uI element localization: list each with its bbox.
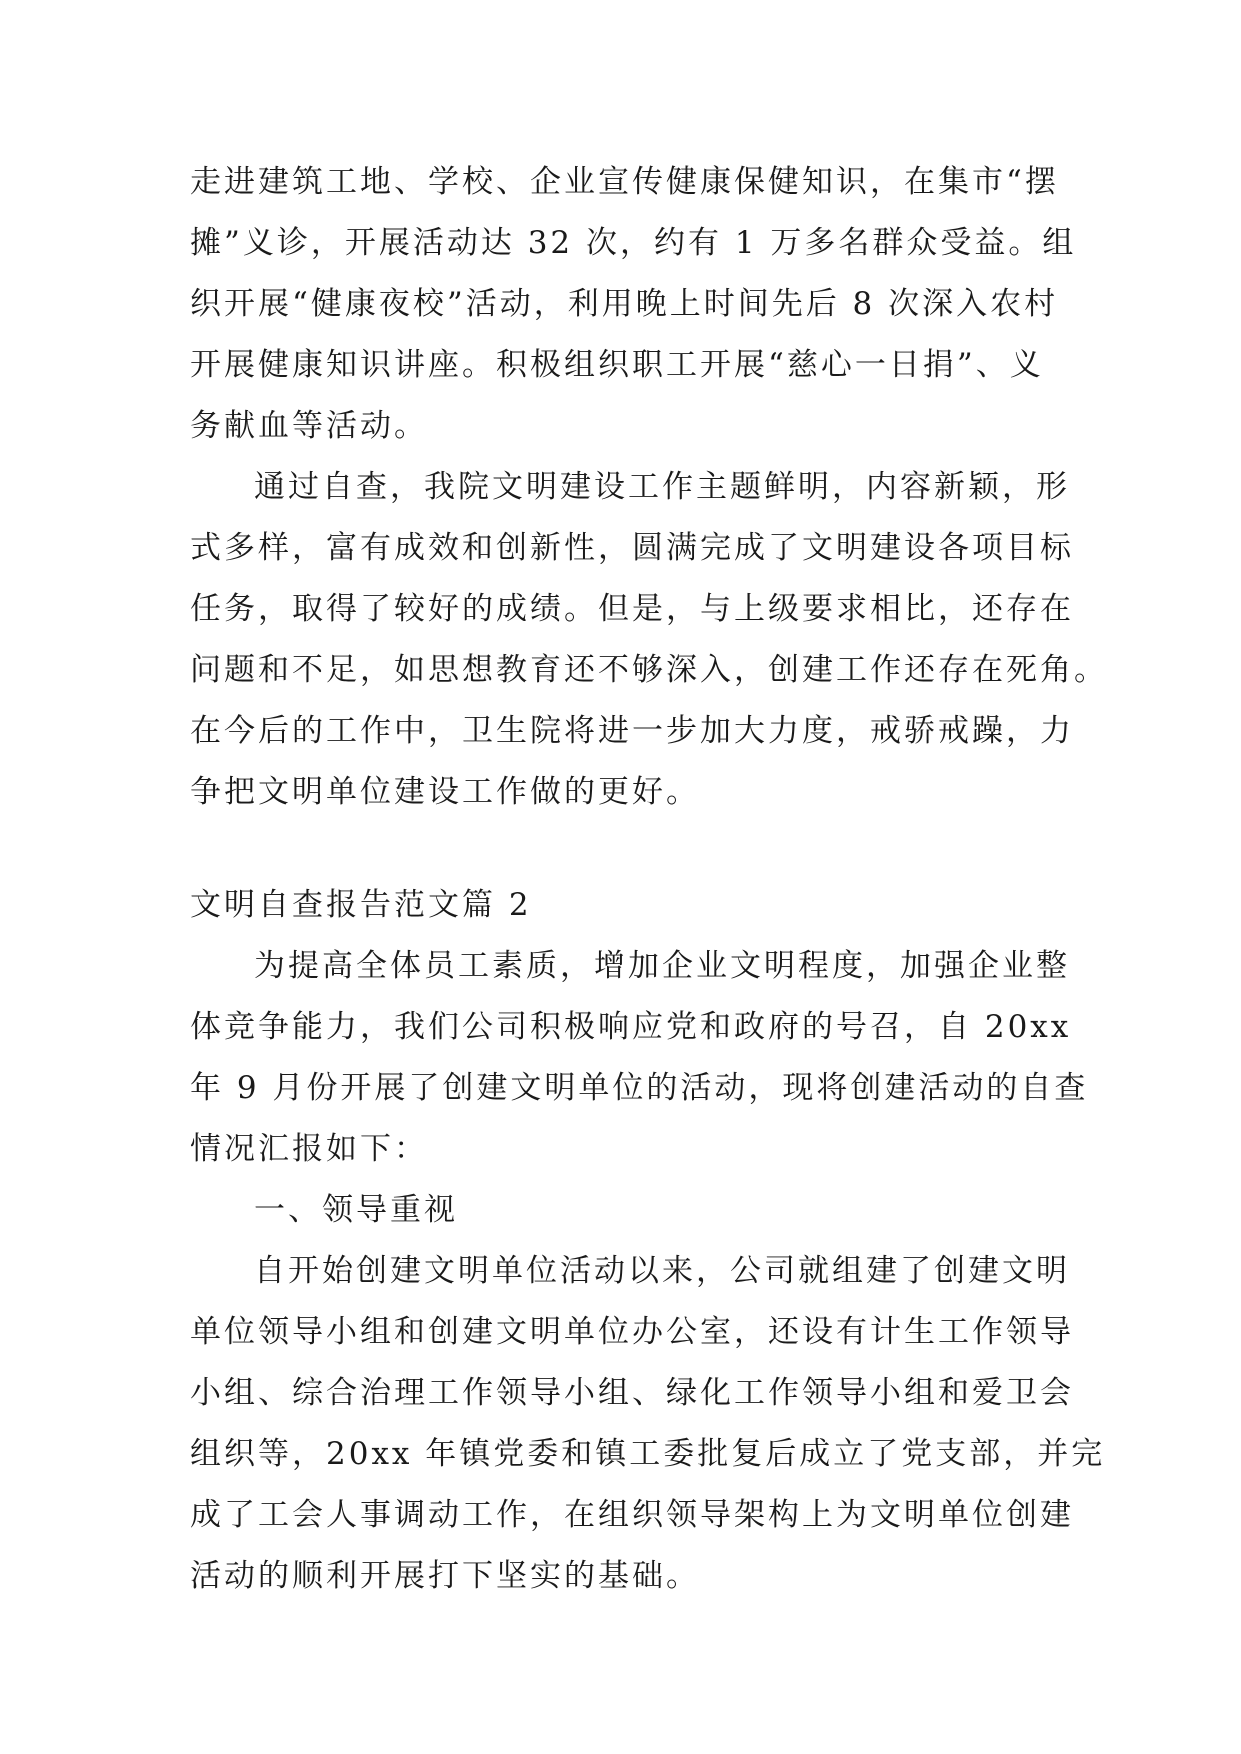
document-body xyxy=(190,152,1108,1607)
text-line: 活动的顺利开展打下坚实的基础。 xyxy=(190,1558,700,1594)
text-line: 开展健康知识讲座。积极组织职工开展“慈心一日捐”、义 xyxy=(190,347,1044,383)
section-spacer xyxy=(190,823,1050,875)
text-line: 通过自查，我院文明建设工作主题鲜明，内容新颖，形 xyxy=(254,469,1070,505)
text-line: 组织等，20xx 年镇党委和镇工委批复后成立了党支部，并完 xyxy=(190,1436,1106,1472)
text-line: 体竞争能力，我们公司积极响应党和政府的号召，自 20xx xyxy=(190,1009,1072,1045)
text-line: 摊”义诊，开展活动达 32 次，约有 1 万多名群众受益。组 xyxy=(190,225,1077,261)
text-line: 织开展“健康夜校”活动，利用晚上时间先后 8 次深入农村 xyxy=(190,286,1059,322)
text-line: 务献血等活动。 xyxy=(190,408,428,444)
text-line: 任务，取得了较好的成绩。但是，与上级要求相比，还存在 xyxy=(190,591,1074,627)
subheading: 一、领导重视 xyxy=(254,1192,458,1228)
text-line: 成了工会人事调动工作，在组织领导架构上为文明单位创建 xyxy=(190,1497,1074,1533)
text-line: 自开始创建文明单位活动以来，公司就组建了创建文明 xyxy=(254,1253,1070,1289)
text-line: 年 9 月份开展了创建文明单位的活动，现将创建活动的自查 xyxy=(190,1070,1089,1106)
paragraph xyxy=(190,1241,1106,1607)
paragraph xyxy=(190,936,1089,1180)
section-title: 文明自查报告范文篇 2 xyxy=(190,887,532,923)
text-line: 在今后的工作中，卫生院将进一步加大力度，戒骄戒躁，力 xyxy=(190,713,1074,749)
text-line: 争把文明单位建设工作做的更好。 xyxy=(190,774,700,810)
text-line: 情况汇报如下： xyxy=(190,1131,428,1167)
paragraph xyxy=(190,152,1077,457)
text-line: 走进建筑工地、学校、企业宣传健康保健知识，在集市“摆 xyxy=(190,164,1059,200)
text-line: 单位领导小组和创建文明单位办公室，还设有计生工作领导 xyxy=(190,1314,1074,1350)
text-line: 问题和不足，如思想教育还不够深入，创建工作还存在死角。 xyxy=(190,652,1108,688)
text-line: 为提高全体员工素质，增加企业文明程度，加强企业整 xyxy=(254,948,1070,984)
paragraph xyxy=(190,457,1108,823)
text-line: 式多样，富有成效和创新性，圆满完成了文明建设各项目标 xyxy=(190,530,1074,566)
text-line: 小组、综合治理工作领导小组、绿化工作领导小组和爱卫会 xyxy=(190,1375,1074,1411)
